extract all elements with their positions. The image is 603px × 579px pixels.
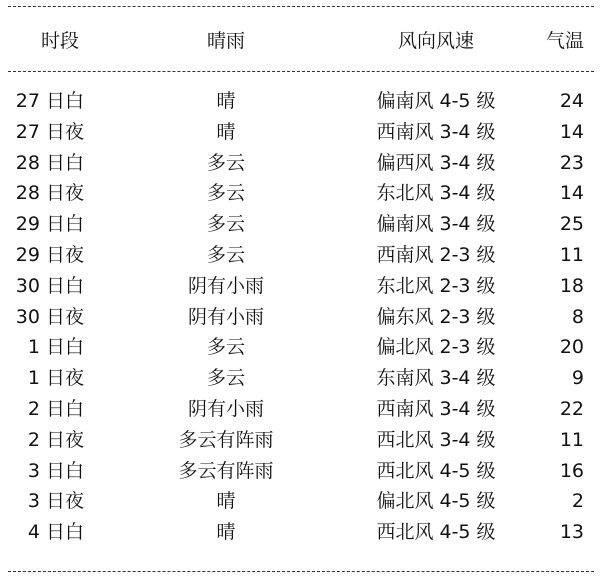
row-time: 30 日夜: [15, 305, 84, 328]
table-row: [0, 517, 603, 547]
row-time: 28 日夜: [15, 182, 84, 205]
table-header: [0, 26, 603, 56]
row-temp: 14: [559, 120, 584, 143]
row-wind: 偏北风 4-5 级: [376, 490, 496, 513]
row-weather: 晴: [216, 120, 236, 143]
row-weather: 阴有小雨: [187, 398, 264, 420]
bottom-dashed-rule: [8, 571, 594, 572]
table-row: [0, 240, 603, 270]
row-temp: 13: [559, 521, 584, 544]
row-wind: 偏南风 3-4 级: [376, 213, 496, 236]
header-weather: 晴雨: [206, 30, 245, 52]
row-weather: 多云: [206, 336, 245, 359]
row-wind: 偏南风 4-5 级: [376, 90, 496, 112]
row-temp: 18: [559, 274, 584, 297]
row-time: 2 日夜: [27, 428, 84, 451]
row-temp: 9: [571, 367, 584, 390]
row-wind: 西北风 3-4 级: [376, 428, 496, 451]
row-temp: 16: [559, 459, 584, 482]
row-wind: 东北风 3-4 级: [376, 182, 496, 205]
row-weather: 多云: [206, 182, 245, 205]
row-time: 27 日白: [15, 90, 84, 112]
row-weather: 晴: [216, 90, 236, 112]
row-time: 29 日夜: [15, 244, 84, 266]
row-time: 1 日夜: [27, 367, 84, 390]
table-row: [0, 271, 603, 301]
table-row: [0, 86, 603, 116]
row-time: 30 日白: [15, 274, 84, 297]
row-weather: 多云: [206, 151, 245, 174]
table-row: [0, 148, 603, 178]
row-weather: 阴有小雨: [187, 274, 264, 297]
row-time: 3 日白: [27, 459, 84, 482]
row-time: 27 日夜: [15, 120, 84, 143]
row-temp: 14: [559, 182, 584, 205]
row-wind: 偏北风 2-3 级: [376, 336, 496, 359]
row-wind: 东南风 3-4 级: [376, 367, 496, 390]
top-dashed-rule: [8, 6, 594, 7]
row-time: 2 日白: [27, 398, 84, 420]
row-wind: 西北风 4-5 级: [376, 521, 496, 544]
table-row: [0, 456, 603, 486]
table-row: [0, 178, 603, 208]
table-row: [0, 394, 603, 424]
header-temp: 气温: [545, 30, 584, 52]
row-wind: 西南风 3-4 级: [376, 120, 496, 143]
row-weather: 多云: [206, 244, 245, 266]
row-weather: 阴有小雨: [187, 305, 264, 328]
row-temp: 11: [559, 428, 584, 451]
header-dashed-rule: [8, 71, 594, 72]
row-time: 4 日白: [27, 521, 84, 544]
table-row: [0, 363, 603, 393]
row-temp: 22: [559, 398, 584, 420]
table-row: [0, 209, 603, 239]
row-wind: 西南风 2-3 级: [376, 244, 496, 266]
table-row: [0, 117, 603, 147]
row-temp: 8: [571, 305, 584, 328]
row-wind: 偏东风 2-3 级: [376, 305, 496, 328]
row-wind: 西南风 3-4 级: [376, 398, 496, 420]
row-weather: 多云有阵雨: [178, 459, 274, 482]
row-weather: 多云: [206, 367, 245, 390]
row-time: 28 日白: [15, 151, 84, 174]
table-row: [0, 302, 603, 332]
row-temp: 20: [559, 336, 584, 359]
row-temp: 25: [559, 213, 584, 236]
row-wind: 西北风 4-5 级: [376, 459, 496, 482]
row-weather: 晴: [216, 490, 236, 513]
row-wind: 东北风 2-3 级: [376, 274, 496, 297]
header-time: 时段: [40, 30, 79, 52]
row-time: 29 日白: [15, 213, 84, 236]
row-temp: 24: [559, 90, 584, 112]
table-row: [0, 486, 603, 516]
row-weather: 多云: [206, 213, 245, 236]
row-weather: 晴: [216, 521, 236, 544]
table-row: [0, 425, 603, 455]
row-wind: 偏西风 3-4 级: [376, 151, 496, 174]
row-weather: 多云有阵雨: [178, 428, 274, 451]
row-time: 1 日白: [27, 336, 84, 359]
header-wind: 风向风速: [397, 30, 474, 52]
row-temp: 11: [559, 244, 584, 266]
row-time: 3 日夜: [27, 490, 84, 513]
row-temp: 23: [559, 151, 584, 174]
table-row: [0, 332, 603, 362]
row-temp: 2: [571, 490, 584, 513]
